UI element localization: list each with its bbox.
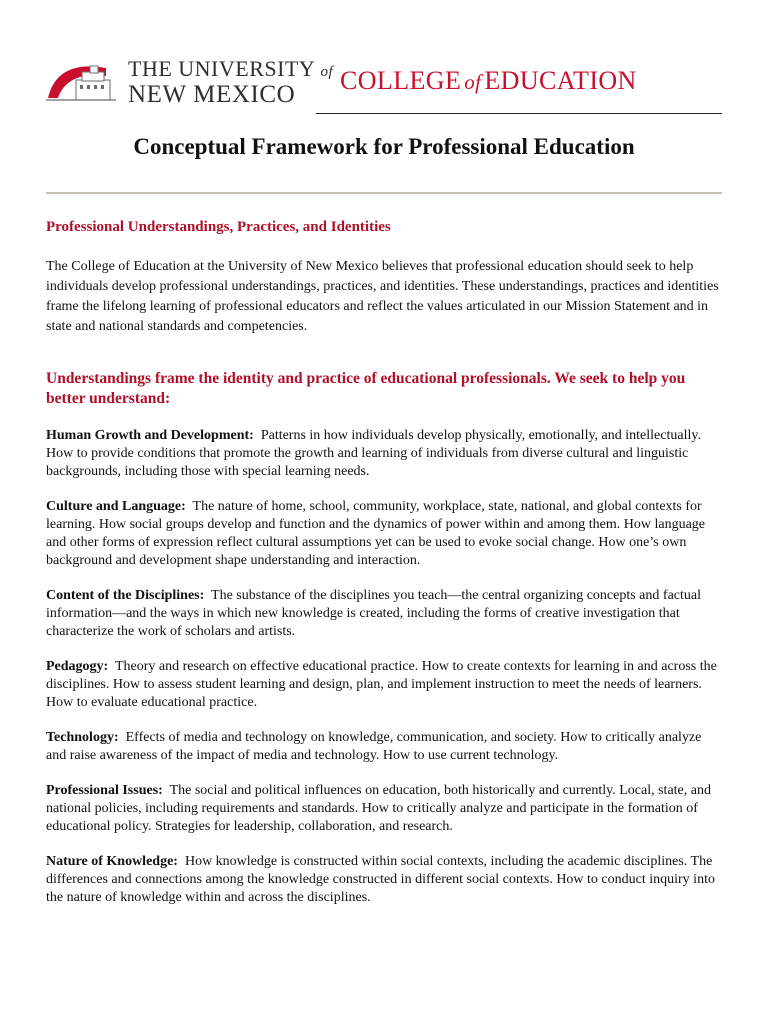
unm-building-logo-icon — [46, 58, 122, 107]
understandings-heading: Understandings frame the identity and practice of educational professionals. We seek to help you better understand: — [46, 369, 686, 407]
item-term: Technology: — [46, 729, 119, 745]
understanding-item — [46, 658, 722, 712]
understanding-item — [46, 782, 722, 836]
item-text: Effects of media and technology on knowledge, communication, and society. How to critically analyze and raise awareness of the impact of media and technology. How to use current technology. — [46, 729, 702, 763]
main-content — [46, 218, 722, 924]
item-text: Theory and research on effective educational practice. How to create contexts for learning in and across the disciplines. How to assess student learning and design, plan, and implement instruction to meet the needs of learners. How to evaluate educational practice. — [46, 658, 717, 710]
item-term: Culture and Language: — [46, 498, 186, 514]
understanding-item — [46, 427, 722, 481]
college-of: of — [464, 70, 482, 94]
title-divider — [46, 192, 722, 194]
item-term: Content of the Disciplines: — [46, 587, 205, 603]
college-part1: COLLEGE — [340, 66, 462, 95]
university-line1: THE UNIVERSITY — [128, 56, 315, 81]
item-term: Pedagogy: — [46, 658, 109, 674]
item-text: The social and political influences on education, both historically and currently. Local, state, and national policies, including requirements and standards. How to critically analyze and participate in the formation of educational policy. Strategies for leadership, collaboration, and research. — [46, 782, 711, 834]
understanding-item — [46, 498, 722, 570]
university-wordmark — [128, 58, 333, 107]
college-part2: EDUCATION — [484, 66, 637, 95]
college-wordmark — [340, 68, 637, 94]
item-text: How knowledge is constructed within social contexts, including the academic disciplines. The differences and connections among the knowledge constructed in different social contexts. How to conduct inquiry into the nature of knowledge within and across the disciplines. — [46, 853, 715, 905]
item-term: Human Growth and Development: — [46, 427, 254, 443]
item-text: The substance of the disciplines you teach—the central organizing concepts and factual information—and the ways in which new knowledge is created, including the forms of creative investigation that characterize the work of scholars and artists. — [46, 587, 701, 639]
understanding-item — [46, 587, 722, 641]
university-of: of — [320, 64, 334, 80]
university-line2: NEW MEXICO — [128, 81, 296, 108]
item-term: Nature of Knowledge: — [46, 853, 178, 869]
understanding-item — [46, 729, 722, 765]
item-text: Patterns in how individuals develop physically, emotionally, and intellectually. How to provide conditions that promote the growth and learning of individuals from diverse cultural and linguistic backgrounds, including those with special learning needs. — [46, 427, 701, 479]
understanding-item — [46, 853, 722, 907]
page-title: Conceptual Framework for Professional Education — [133, 134, 635, 159]
section-heading: Professional Understandings, Practices, and Identities — [46, 219, 391, 235]
item-text: The nature of home, school, community, workplace, state, national, and global contexts for learning. How social groups develop and function and the dynamics of power within and among them. How language and other forms of expression reflect cultural assumptions yet can be used to evoke social change. How one’s own background and development shape understanding and interaction. — [46, 498, 706, 568]
header-divider — [316, 113, 722, 114]
intro-paragraph: The College of Education at the University of New Mexico believes that professional education should seek to help individuals develop professional understandings, practices, and identities. These understandings, practices and identities frame the lifelong learning of professional educators and reflect the values articulated in our Mission Statement and in state and national standards and competencies. — [46, 258, 719, 334]
item-term: Professional Issues: — [46, 782, 163, 798]
